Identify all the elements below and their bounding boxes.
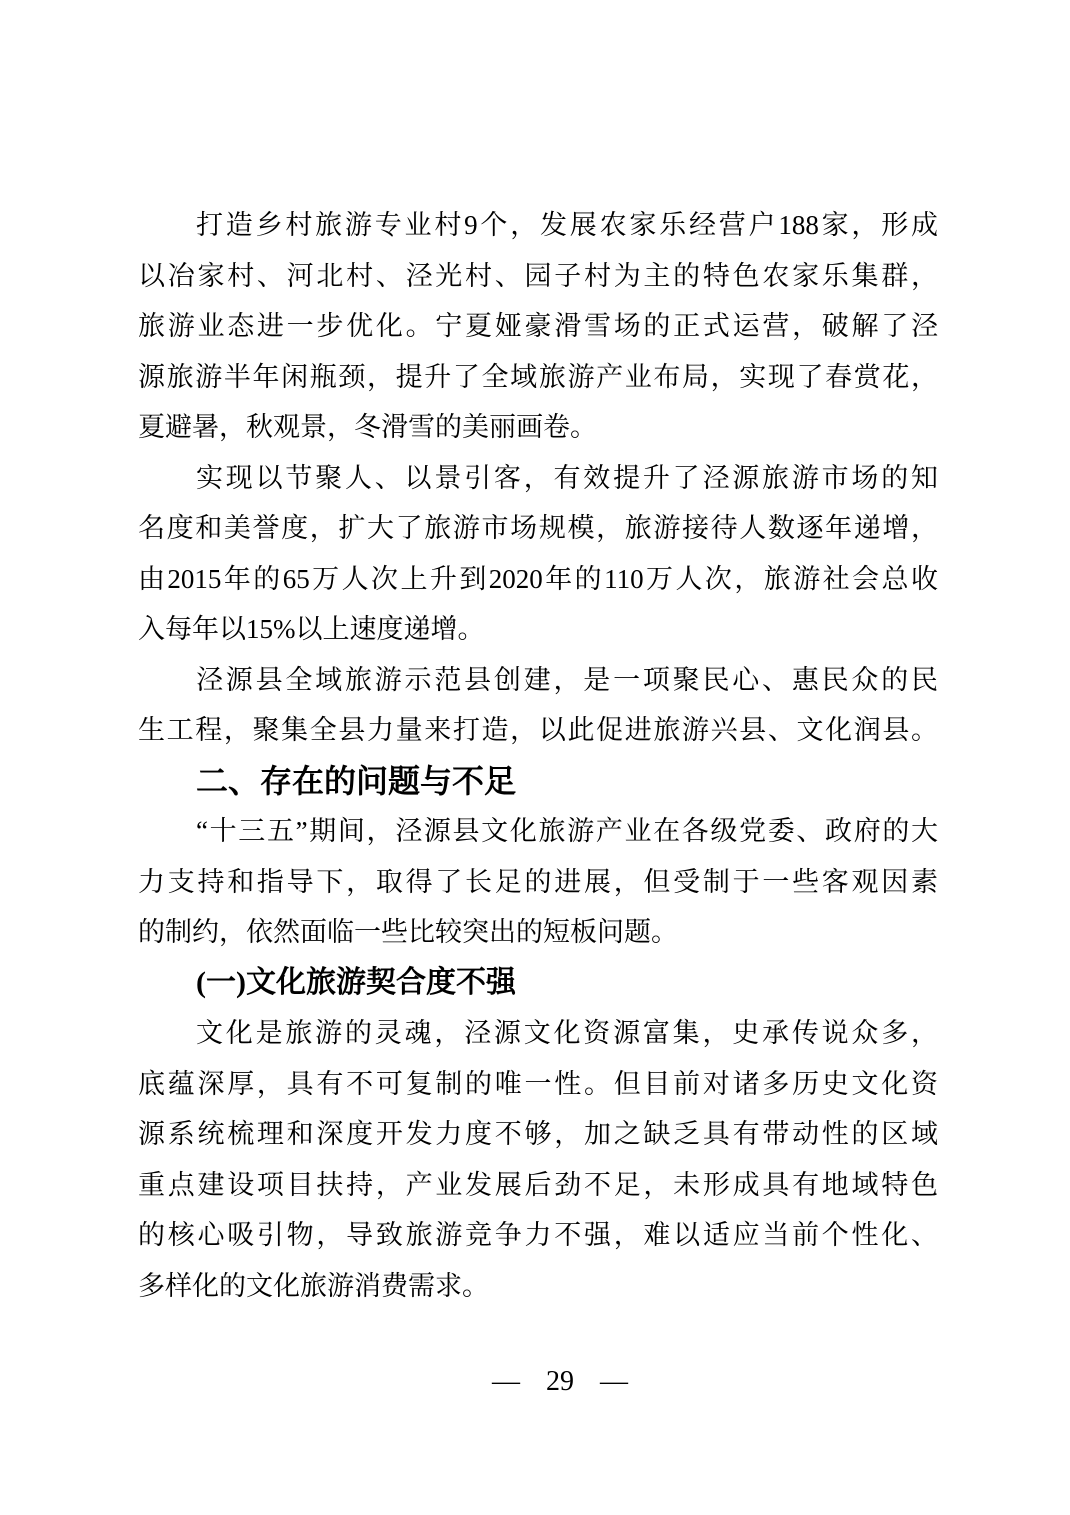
text-line: 多样化的文化旅游消费需求。: [138, 1270, 489, 1301]
text-line: 力支持和指导下，取得了长足的进展，但受制于一些客观因素: [138, 866, 938, 897]
text-line: 入每年以15%以上速度递增。: [138, 614, 485, 644]
text-line: 以冶家村、河北村、泾光村、园子村为主的特色农家乐集群，: [138, 260, 938, 291]
text-line: 生工程，聚集全县力量来打造，以此促进旅游兴县、文化润县。: [138, 715, 938, 745]
text-line: 由2015年的65万人次上升到2020年的110万人次，旅游社会总收: [138, 563, 938, 594]
page-number: 29: [546, 1366, 574, 1397]
text-line: 实现以节聚人、以景引客，有效提升了泾源旅游市场的知: [196, 462, 938, 493]
text-line: 打造乡村旅游专业村9个，发展农家乐经营户188家，形成: [196, 210, 938, 240]
text-line: 的核心吸引物，导致旅游竞争力不强，难以适应当前个性化、: [138, 1220, 938, 1250]
text-line: 泾源县全域旅游示范县创建，是一项聚民心、惠民众的民: [196, 664, 938, 695]
footer-dash-left: —: [492, 1366, 520, 1397]
text-line: 源旅游半年闲瓶颈，提升了全域旅游产业布局，实现了春赏花，: [138, 361, 938, 392]
page-footer: [25, 1362, 1070, 1402]
footer-dash-right: —: [600, 1366, 628, 1397]
text-line: 旅游业态进一步优化。宁夏娅豪滑雪场的正式运营，破解了泾: [138, 311, 938, 341]
text-line: 源系统梳理和深度开发力度不够，加之缺乏具有带动性的区域: [138, 1119, 938, 1149]
text-line: 底蕴深厚，具有不可复制的唯一性。但目前对诸多历史文化资: [138, 1068, 938, 1099]
section-heading-problems: 二、存在的问题与不足: [196, 762, 517, 799]
subsection-heading-culture-tourism-fit: (一)文化旅游契合度不强: [196, 965, 516, 999]
text-line: 夏避暑，秋观景，冬滑雪的美丽画卷。: [138, 412, 597, 442]
text-line: 的制约，依然面临一些比较突出的短板问题。: [138, 917, 678, 947]
text-line: 文化是旅游的灵魂，泾源文化资源富集，史承传说众多，: [196, 1018, 938, 1048]
text-line: 重点建设项目扶持，产业发展后劲不足，未形成具有地域特色: [138, 1169, 938, 1200]
document-body: [138, 200, 938, 1311]
text-line: 名度和美誉度，扩大了旅游市场规模，旅游接待人数逐年递增，: [138, 513, 938, 543]
text-line: “十三五”期间，泾源县文化旅游产业在各级党委、政府的大: [196, 816, 938, 846]
